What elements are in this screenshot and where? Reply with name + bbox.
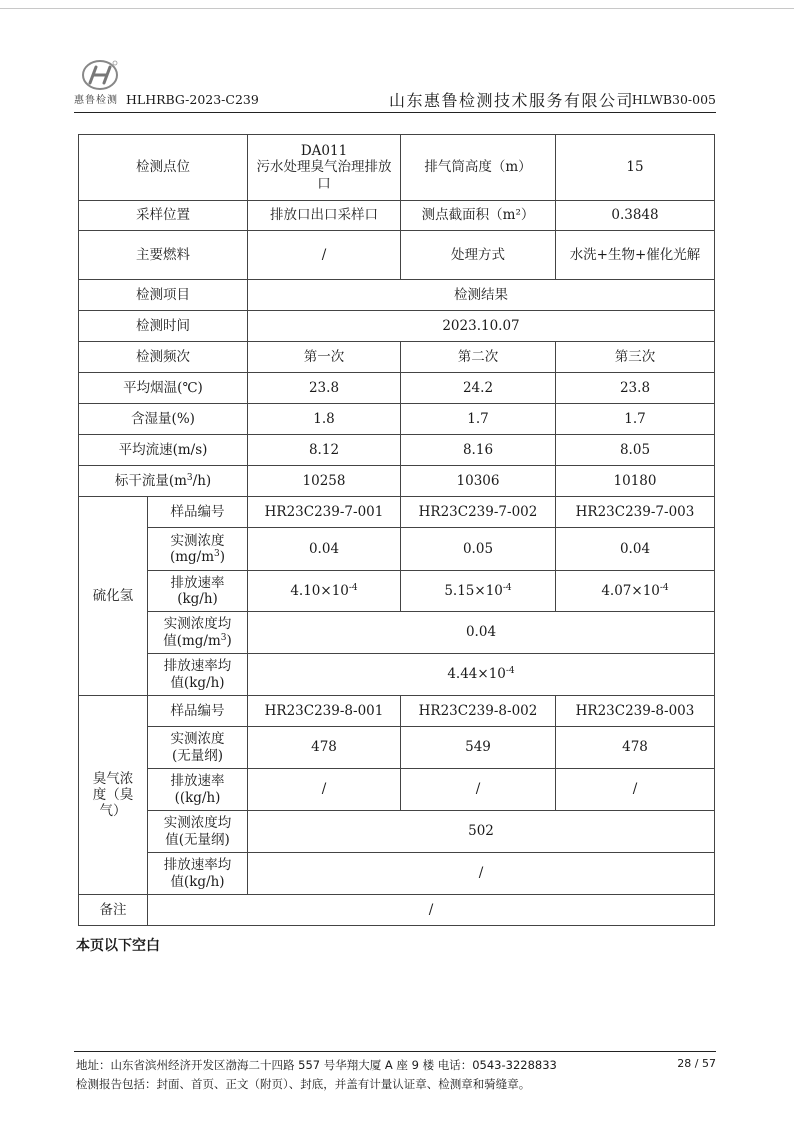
h2s-conc-2: 0.05 <box>401 528 556 571</box>
frequency-2: 第二次 <box>401 342 556 373</box>
odor-avg-conc: 502 <box>248 811 715 853</box>
table-row <box>79 811 715 853</box>
moisture-3: 1.7 <box>556 404 715 435</box>
h2s-sample-no-3: HR23C239-7-003 <box>556 497 715 528</box>
page-number: 28 / 57 <box>677 1057 716 1070</box>
page-header <box>74 58 716 108</box>
odor-name: 臭气浓 度（臭 气） <box>79 696 148 895</box>
std-flow-1: 10258 <box>248 466 401 497</box>
table-row <box>79 769 715 811</box>
h2s-conc-1: 0.04 <box>248 528 401 571</box>
point-value <box>248 135 401 201</box>
h2s-rate-label: 排放速率 (kg/h) <box>148 571 248 612</box>
test-date: 2023.10.07 <box>248 311 715 342</box>
odor-sample-no-label: 样品编号 <box>148 696 248 727</box>
section-area-label: 测点截面积（m²） <box>401 201 556 231</box>
moisture-2: 1.7 <box>401 404 556 435</box>
stack-height-value: 15 <box>556 135 715 201</box>
flow-velocity-label: 平均流速(m/s) <box>79 435 248 466</box>
test-results-table <box>78 134 715 926</box>
odor-conc-1: 478 <box>248 727 401 769</box>
table-row <box>79 696 715 727</box>
odor-conc-2: 549 <box>401 727 556 769</box>
company-name: 山东惠鲁检测技术服务有限公司 <box>388 91 634 110</box>
h2s-conc-label: 实测浓度 $(mg/m^3)$ <box>148 528 248 571</box>
h2s-avg-rate: $4.44\times 10^{-4}$ <box>248 654 715 696</box>
std-flow-2: 10306 <box>401 466 556 497</box>
table-row <box>79 311 715 342</box>
h2s-sample-no-1: HR23C239-7-001 <box>248 497 401 528</box>
frequency-3: 第三次 <box>556 342 715 373</box>
avg-temp-3: 23.8 <box>556 373 715 404</box>
result-label: 检测结果 <box>248 280 715 311</box>
table-row <box>79 528 715 571</box>
table-row <box>79 373 715 404</box>
table-row <box>79 201 715 231</box>
table-row <box>79 466 715 497</box>
point-code: DA011 <box>300 143 348 160</box>
h2s-avg-rate-label: 排放速率均 值(kg/h) <box>148 654 248 696</box>
table-row <box>79 135 715 201</box>
avg-temp-1: 23.8 <box>248 373 401 404</box>
flow-velocity-3: 8.05 <box>556 435 715 466</box>
flow-velocity-1: 8.12 <box>248 435 401 466</box>
table-row <box>79 895 715 926</box>
section-area-value: 0.3848 <box>556 201 715 231</box>
table-row <box>79 435 715 466</box>
table-row <box>79 342 715 373</box>
stack-height-label: 排气筒高度（m） <box>401 135 556 201</box>
odor-rate-3: / <box>556 769 715 811</box>
flow-velocity-2: 8.16 <box>401 435 556 466</box>
table-row <box>79 280 715 311</box>
odor-sample-no-2: HR23C239-8-002 <box>401 696 556 727</box>
std-flow-label: 标干流量$(m^3/h)$ <box>79 466 248 497</box>
odor-conc-label: 实测浓度 (无量纲) <box>148 727 248 769</box>
odor-sample-no-3: HR23C239-8-003 <box>556 696 715 727</box>
table-row <box>79 231 715 280</box>
treatment-label: 处理方式 <box>401 231 556 280</box>
footer-address: 地址：山东省滨州经济开发区渤海二十四路 557 号华翔大厦 A 座 9 楼 电话：0543-3228833 <box>76 1058 557 1072</box>
odor-rate-1: / <box>248 769 401 811</box>
h2s-avg-conc-label: 实测浓度均 值$(mg/m^3)$ <box>148 612 248 654</box>
time-label: 检测时间 <box>79 311 248 342</box>
table-row <box>79 571 715 612</box>
table-row <box>79 727 715 769</box>
table-row <box>79 404 715 435</box>
odor-rate-label: 排放速率 ((kg/h) <box>148 769 248 811</box>
footer-report-includes: 检测报告包括：封面、首页、正文（附页）、封底，并盖有计量认证章、检测章和骑缝章。 <box>76 1077 531 1091</box>
odor-avg-conc-label: 实测浓度均 值(无量纲) <box>148 811 248 853</box>
h2s-rate-1: $4.10\times 10^{-4}$ <box>248 571 401 612</box>
table-row <box>79 654 715 696</box>
h2s-sample-no-2: HR23C239-7-002 <box>401 497 556 528</box>
fuel-value: / <box>248 231 401 280</box>
sampling-position-label: 采样位置 <box>79 201 248 231</box>
avg-temp-label: 平均烟温(℃) <box>79 373 248 404</box>
form-number: HLWB30-005 <box>631 92 716 107</box>
blank-below-note: 本页以下空白 <box>76 938 160 954</box>
sampling-position-value: 排放口出口采样口 <box>248 201 401 231</box>
frequency-1: 第一次 <box>248 342 401 373</box>
h2s-rate-2: $5.15\times 10^{-4}$ <box>401 571 556 612</box>
company-logo-icon <box>80 58 120 92</box>
moisture-label: 含湿量(%) <box>79 404 248 435</box>
table-row <box>79 497 715 528</box>
odor-avg-rate-label: 排放速率均 值(kg/h) <box>148 853 248 895</box>
h2s-avg-conc: 0.04 <box>248 612 715 654</box>
remark-value: / <box>148 895 715 926</box>
treatment-value: 水洗+生物+催化光解 <box>556 231 715 280</box>
odor-conc-3: 478 <box>556 727 715 769</box>
header-divider <box>74 112 716 113</box>
moisture-1: 1.8 <box>248 404 401 435</box>
odor-avg-rate: / <box>248 853 715 895</box>
h2s-sample-no-label: 样品编号 <box>148 497 248 528</box>
report-number: HLHRBG-2023-C239 <box>126 92 259 107</box>
odor-rate-2: / <box>401 769 556 811</box>
odor-sample-no-1: HR23C239-8-001 <box>248 696 401 727</box>
item-label: 检测项目 <box>79 280 248 311</box>
h2s-name: 硫化氢 <box>79 497 148 696</box>
h2s-conc-3: 0.04 <box>556 528 715 571</box>
top-divider <box>0 8 794 9</box>
avg-temp-2: 24.2 <box>401 373 556 404</box>
table-row <box>79 612 715 654</box>
footer-divider <box>74 1051 716 1052</box>
fuel-label: 主要燃料 <box>79 231 248 280</box>
h2s-rate-3: $4.07\times 10^{-4}$ <box>556 571 715 612</box>
std-flow-3: 10180 <box>556 466 715 497</box>
point-name: 污水处理臭气治理排放口 <box>256 159 392 192</box>
point-label: 检测点位 <box>79 135 248 201</box>
logo-text: 惠鲁检测 <box>74 95 118 106</box>
remark-label: 备注 <box>79 895 148 926</box>
frequency-label: 检测频次 <box>79 342 248 373</box>
table-row <box>79 853 715 895</box>
